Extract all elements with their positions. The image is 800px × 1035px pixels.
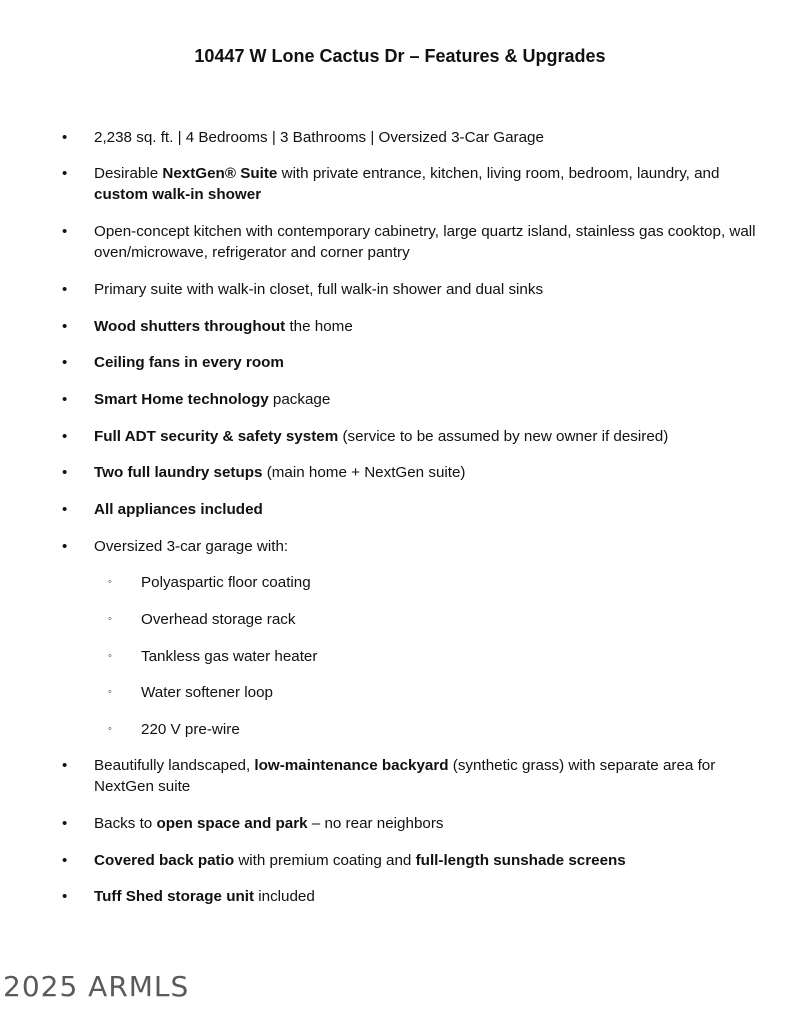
bullet: •: [62, 852, 68, 869]
item-text: Primary suite with walk-in closet, full walk-in shower and dual sinks: [94, 281, 544, 298]
item-bold: Covered back patio: [94, 852, 235, 869]
list-item: [62, 462, 466, 483]
list-item: [62, 755, 762, 797]
sub-list-item: [62, 682, 273, 703]
bullet: •: [62, 391, 68, 408]
bullet: •: [62, 888, 68, 905]
item-text: (service to be assumed by new owner if desired): [338, 428, 669, 445]
sub-item-text: Water softener loop: [141, 684, 273, 701]
list-item: [62, 850, 626, 871]
bullet: •: [62, 281, 68, 298]
bullet: •: [62, 757, 68, 774]
bullet: •: [62, 318, 68, 335]
list-item: [62, 279, 543, 300]
item-text: 2,238 sq. ft. | 4 Bedrooms | 3 Bathrooms | Oversized 3-Car Garage: [94, 129, 544, 146]
item-text: included: [254, 888, 315, 905]
features-list: [62, 127, 762, 905]
list-item: [62, 221, 762, 263]
item-bold: Ceiling fans in every room: [94, 354, 284, 371]
sub-item-text: Polyaspartic floor coating: [141, 574, 311, 591]
item-text: with private entrance, kitchen, living room, bedroom, laundry, and: [277, 165, 720, 182]
bullet: •: [62, 538, 68, 555]
item-bold: Wood shutters throughout: [94, 318, 286, 335]
bullet: •: [62, 501, 68, 518]
item-bold: full-length sunshade screens: [415, 852, 626, 869]
bullet: •: [62, 165, 68, 182]
item-text: Oversized 3-car garage with:: [94, 538, 289, 555]
sub-bullet: ◦: [108, 650, 112, 662]
item-bold: Tuff Shed storage unit: [94, 888, 255, 905]
list-item: [62, 886, 315, 907]
item-bold: All appliances included: [94, 501, 263, 518]
sub-bullet: ◦: [108, 723, 112, 735]
bullet: •: [62, 354, 68, 371]
list-item: [62, 163, 762, 205]
item-text: Desirable: [94, 165, 163, 182]
list-item: [62, 352, 284, 373]
list-item: [62, 127, 762, 148]
sub-bullet: ◦: [108, 613, 112, 625]
copyright-watermark: 2025 ARMLS: [3, 970, 190, 1003]
list-item: [62, 316, 353, 337]
item-text: with premium coating and: [234, 852, 416, 869]
list-item: [62, 389, 330, 410]
bullet: •: [62, 428, 68, 445]
sub-list-item: [62, 719, 240, 740]
bullet: •: [62, 815, 68, 832]
list-item: [62, 536, 288, 557]
item-text: (main home + NextGen suite): [262, 464, 466, 481]
item-text: Backs to: [94, 815, 157, 832]
item-bold: Full ADT security & safety system: [94, 428, 339, 445]
item-text: package: [268, 391, 331, 408]
item-bold: Smart Home technology: [94, 391, 269, 408]
list-item: [62, 813, 444, 834]
bullet: •: [62, 464, 68, 481]
sub-item-text: Overhead storage rack: [141, 611, 296, 628]
bullet: •: [62, 129, 68, 146]
page-title: 10447 W Lone Cactus Dr – Features & Upgrades: [194, 46, 606, 66]
list-item: [62, 499, 263, 520]
sub-item-text: Tankless gas water heater: [141, 648, 318, 665]
list-item: [62, 426, 668, 447]
item-bold: open space and park: [156, 815, 308, 832]
item-text: – no rear neighbors: [307, 815, 444, 832]
item-bold: Two full laundry setups: [94, 464, 263, 481]
item-text: Open-concept kitchen with contemporary cabinetry, large quartz island, stainless gas cooktop, wall oven/microwave, refrigerator and corner pantry: [94, 223, 756, 261]
sub-list-item: [62, 572, 311, 593]
sub-bullet: ◦: [108, 686, 112, 698]
bullet: •: [62, 223, 68, 240]
item-bold: low-maintenance backyard: [254, 757, 449, 774]
sub-bullet: ◦: [108, 576, 112, 588]
item-bold: custom walk-in shower: [94, 186, 262, 203]
sub-list-item: [62, 646, 317, 667]
item-text: the home: [285, 318, 353, 335]
item-text: Beautifully landscaped,: [94, 757, 255, 774]
item-text: (synthetic grass) with separate area for NextGen suite: [94, 757, 716, 795]
sub-list-item: [62, 609, 296, 630]
sub-item-text: 220 V pre-wire: [141, 721, 240, 738]
item-bold: NextGen® Suite: [162, 165, 278, 182]
